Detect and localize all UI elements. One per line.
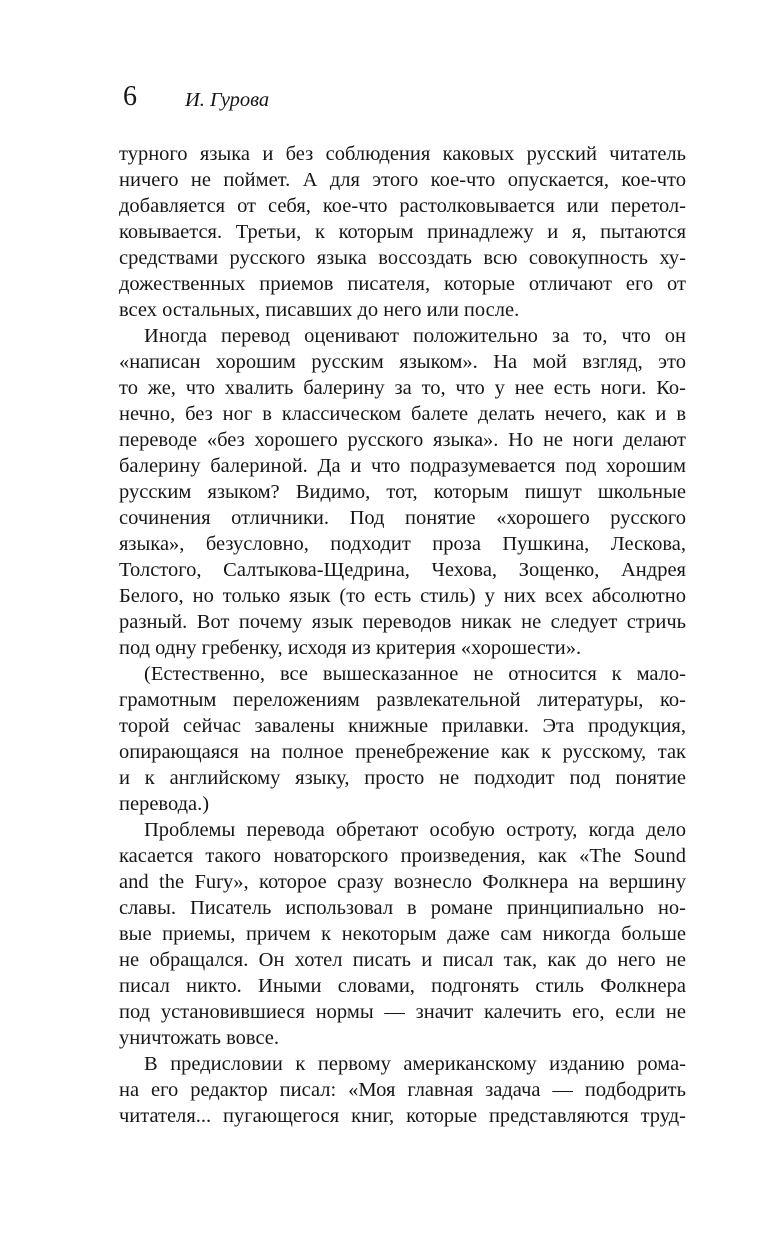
page-number: 6 [123,81,137,112]
text-line: языка», безусловно, подходит проза Пушкина, Лескова, [119,533,686,555]
text-line: Иногда перевод оценивают положительно за то, что он [144,325,686,347]
text-line: балерину балериной. Да и что подразумевается под хорошим [119,455,686,477]
page-body [119,141,686,1129]
text-line: читателя... пугающегося книг, которые представляются труд- [119,1105,686,1127]
text-line: дожественных приемов писателя, которые отличают его от [119,273,686,295]
text-line: грамотным переложениям развлекательной литературы, ко- [119,689,686,711]
text-line: ковывается. Третьи, к которым принадлежу и я, пытаются [119,221,686,243]
text-line: славы. Писатель использовал в романе принципиально но- [119,897,686,919]
text-line: не обращался. Он хотел писать и писал так, как до него не [119,949,686,971]
text-line: Белого, но только язык (то есть стиль) у них всех абсолютно [119,585,686,607]
running-head-author: И. Гурова [185,89,270,111]
text-line: на его редактор писал: «Моя главная задача — подбодрить [119,1079,686,1101]
text-line: турного языка и без соблюдения каковых русский читатель [119,143,686,165]
running-header [119,82,686,116]
text-line: «написан хорошим русским языком». На мой взгляд, это [119,351,686,373]
text-line: под одну гребенку, исходя из критерия «хорошести». [119,637,582,659]
text-line: ничего не поймет. А для этого кое-что опускается, кое-что [119,169,686,191]
text-line: и к английскому языку, просто не подходит под понятие [119,767,686,789]
text-line: нечно, без ног в классическом балете делать нечего, как и в [119,403,686,425]
text-line: вые приемы, причем к некоторым даже сам никогда больше [119,923,686,945]
text-line: and the Fury», которое сразу вознесло Фолкнера на вершину [119,871,686,893]
text-line: Толстого, Салтыкова-Щедрина, Чехова, Зощенко, Андрея [119,559,686,581]
text-line: касается такого новаторского произведения, как «The Sound [119,845,686,867]
text-line: под установившиеся нормы — значит калечить его, если не [119,1001,686,1023]
text-line: всех остальных, писавших до него или после. [119,299,520,321]
text-line: В предисловии к первому американскому изданию рома- [144,1053,686,1075]
text-line: (Естественно, все вышесказанное не относится к мало- [144,663,686,685]
text-line: разный. Вот почему язык переводов никак не следует стричь [119,611,686,633]
text-line: опирающаяся на полное пренебрежение как к русскому, так [119,741,686,763]
text-line: писал никто. Иными словами, подгонять стиль Фолкнера [119,975,686,997]
text-line: переводе «без хорошего русского языка». Но не ноги делают [119,429,686,451]
text-line: перевода.) [119,793,210,815]
text-line: сочинения отличники. Под понятие «хорошего русского [119,507,686,529]
text-line: уничтожать вовсе. [119,1027,280,1049]
text-line: то же, что хвалить балерину за то, что у нее есть ноги. Ко- [119,377,686,399]
text-line: Проблемы перевода обретают особую остроту, когда дело [144,819,686,841]
text-line: русским языком? Видимо, тот, которым пишут школьные [119,481,686,503]
text-line: торой сейчас завалены книжные прилавки. Эта продукция, [119,715,686,737]
text-line: средствами русского языка воссоздать всю совокупность ху- [119,247,686,269]
text-line: добавляется от себя, кое-что растолковывается или перетол- [119,195,686,217]
